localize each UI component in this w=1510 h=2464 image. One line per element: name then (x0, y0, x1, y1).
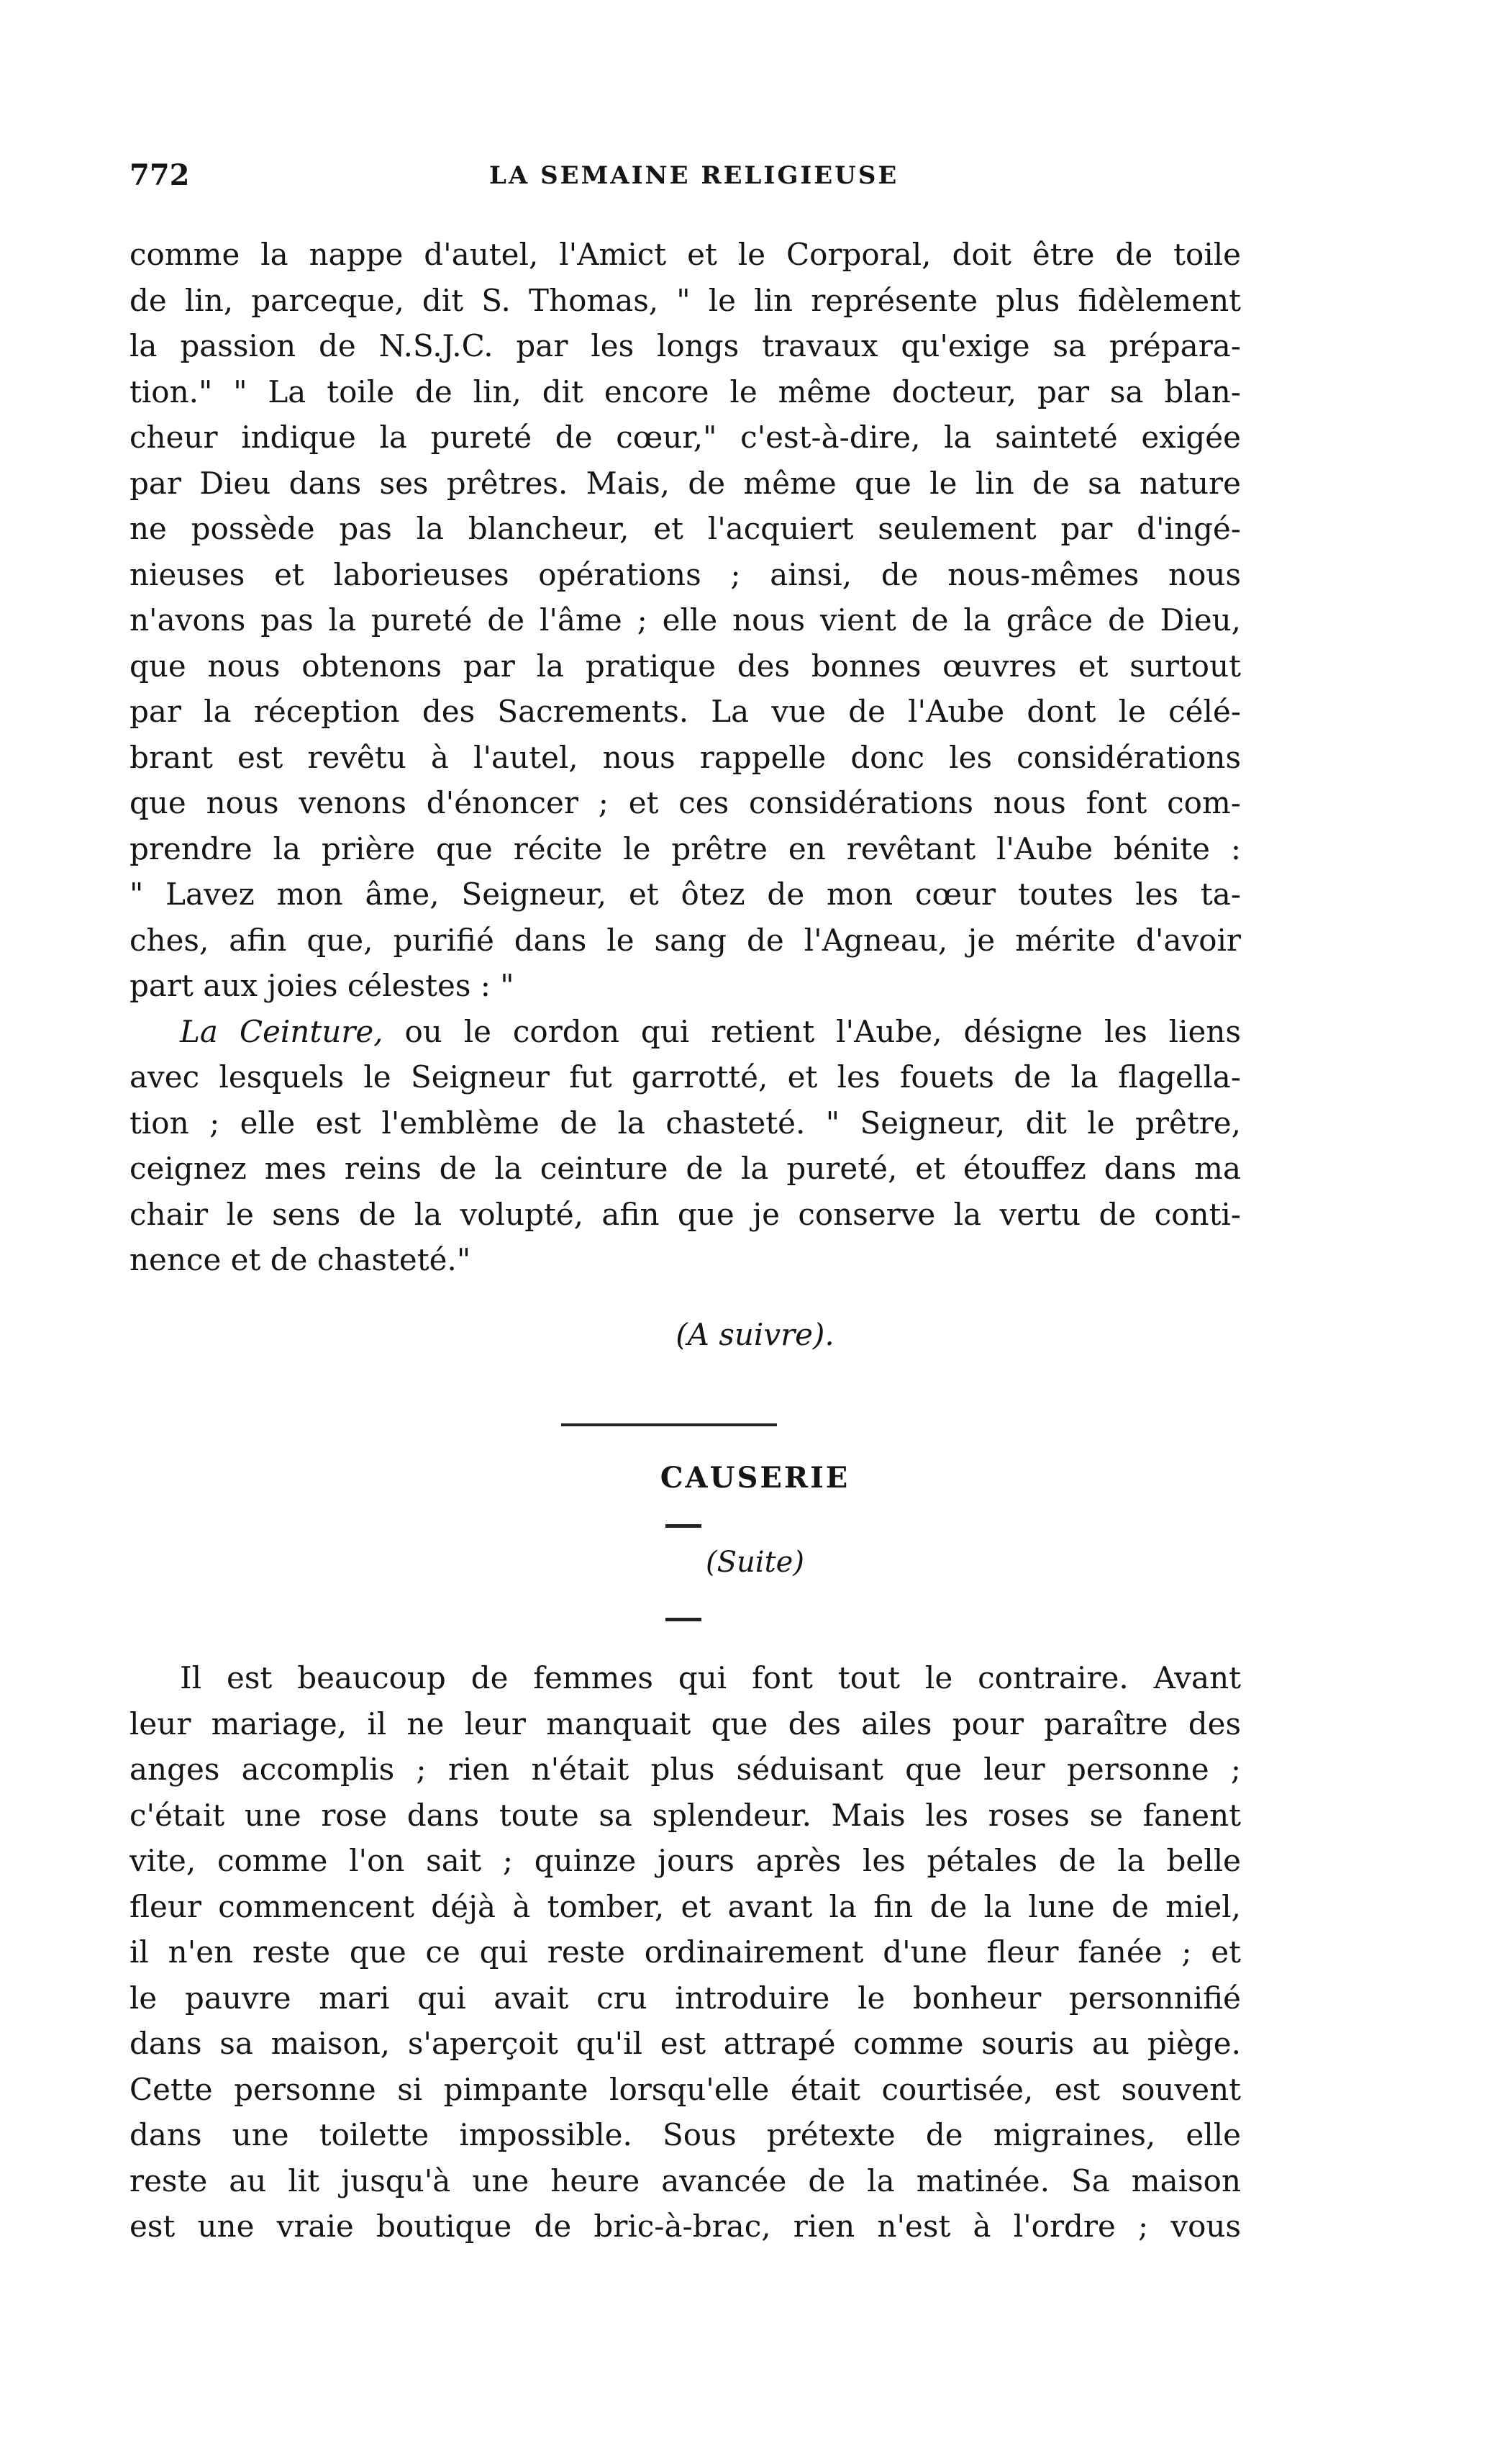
text-line: tion ; elle est l'emblème de la chasteté. " Seigneur, dit le prêtre, (129, 1105, 1241, 1141)
text-line: prendre la prière que récite le prêtre en revêtant l'Aube bénite : (129, 830, 1241, 866)
subtitle-ornament-rule (665, 1618, 701, 1621)
text-line: vite, comme l'on sait ; quinze jours après les pétales de la belle (129, 1843, 1241, 1878)
text-line: que nous venons d'énoncer ; et ces considérations nous font com- (129, 785, 1241, 820)
text-line: il n'en reste que ce qui reste ordinairement d'une fleur fanée ; et (129, 1934, 1241, 1970)
text-line: chair le sens de la volupté, afin que je conserve la vertu de conti- (129, 1196, 1241, 1232)
text-line: par Dieu dans ses prêtres. Mais, de même que le lin de sa nature (129, 465, 1241, 501)
text-line: ne possède pas la blancheur, et l'acquiert seulement par d'ingé- (129, 511, 1241, 546)
text-line: anges accomplis ; rien n'était plus séduisant que leur personne ; (129, 1752, 1241, 1787)
text-line: reste au lit jusqu'à une heure avancée de la matinée. Sa maison (129, 2162, 1241, 2198)
section-subtitle: (Suite) (706, 1546, 804, 1579)
text-line: n'avons pas la pureté de l'âme ; elle nous vient de la grâce de Dieu, (129, 602, 1241, 638)
text-line: brant est revêtu à l'autel, nous rappelle donc les considérations (129, 739, 1241, 775)
text-line: cheur indique la pureté de cœur," c'est-à-dire, la sainteté exigée (129, 420, 1241, 455)
text-line: leur mariage, il ne leur manquait que des ailes pour paraître des (129, 1706, 1241, 1741)
text-line: " Lavez mon âme, Seigneur, et ôtez de mon cœur toutes les ta- (129, 877, 1241, 912)
text-line: Cette personne si pimpante lorsqu'elle était courtisée, est souvent (129, 2071, 1241, 2107)
text-line: avec lesquels le Seigneur fut garrotté, et les fouets de la flagella- (129, 1059, 1241, 1095)
text-line: Il est beaucoup de femmes qui font tout le contraire. Avant (180, 1660, 1241, 1695)
text-line: que nous obtenons par la pratique des bonnes œuvres et surtout (129, 648, 1241, 684)
paragraph-ceinture (129, 1009, 1241, 1283)
title-ornament-rule (665, 1524, 701, 1528)
text-line: la passion de N.S.J.C. par les longs travaux qu'exige sa prépara- (129, 328, 1241, 363)
text-line: est une vraie boutique de bric-à-brac, rien n'est à l'ordre ; vous (129, 2209, 1241, 2244)
text-line: fleur commencent déjà à tomber, et avant la fin de la lune de miel, (129, 1888, 1241, 1924)
running-title: LA SEMAINE RELIGIEUSE (489, 161, 899, 190)
article-continuation (129, 232, 1241, 1283)
text-line: le pauvre mari qui avait cru introduire le bonheur personnifié (129, 1980, 1241, 2016)
paragraph-aube (129, 232, 1241, 1009)
text-line: part aux joies célestes : " (129, 968, 514, 1003)
section-divider (561, 1423, 777, 1426)
text-line: tion." " La toile de lin, dit encore le même docteur, par sa blan- (129, 373, 1241, 409)
section-title: CAUSERIE (660, 1461, 850, 1495)
text-line: ches, afin que, purifié dans le sang de l'Agneau, je mérite d'avoir (129, 922, 1241, 958)
line-rest: ou le cordon qui retient l'Aube, désigne les liens (383, 1013, 1241, 1049)
text-line (129, 1009, 1241, 1055)
to-be-continued: (A suivre). (676, 1317, 834, 1352)
text-line: ceignez mes reins de la ceinture de la pureté, et étouffez dans ma (129, 1151, 1241, 1186)
term-ceinture: La Ceinture, (180, 1013, 383, 1049)
text-line: nence et de chasteté." (129, 1242, 471, 1277)
page-header (129, 158, 1252, 201)
page-number: 772 (129, 158, 190, 192)
causerie-body (129, 1655, 1241, 2250)
text-line: dans une toilette impossible. Sous prétexte de migraines, elle (129, 2117, 1241, 2152)
text-line: c'était une rose dans toute sa splendeur. Mais les roses se fanent (129, 1797, 1241, 1833)
text-line: comme la nappe d'autel, l'Amict et le Corporal, doit être de toile (129, 237, 1241, 272)
text-line: nieuses et laborieuses opérations ; ainsi, de nous-mêmes nous (129, 556, 1241, 592)
text-line: de lin, parceque, dit S. Thomas, " le lin représente plus fidèlement (129, 282, 1241, 318)
text-line: par la réception des Sacrements. La vue de l'Aube dont le célé- (129, 694, 1241, 729)
text-line: dans sa maison, s'aperçoit qu'il est attrapé comme souris au piège. (129, 2026, 1241, 2061)
